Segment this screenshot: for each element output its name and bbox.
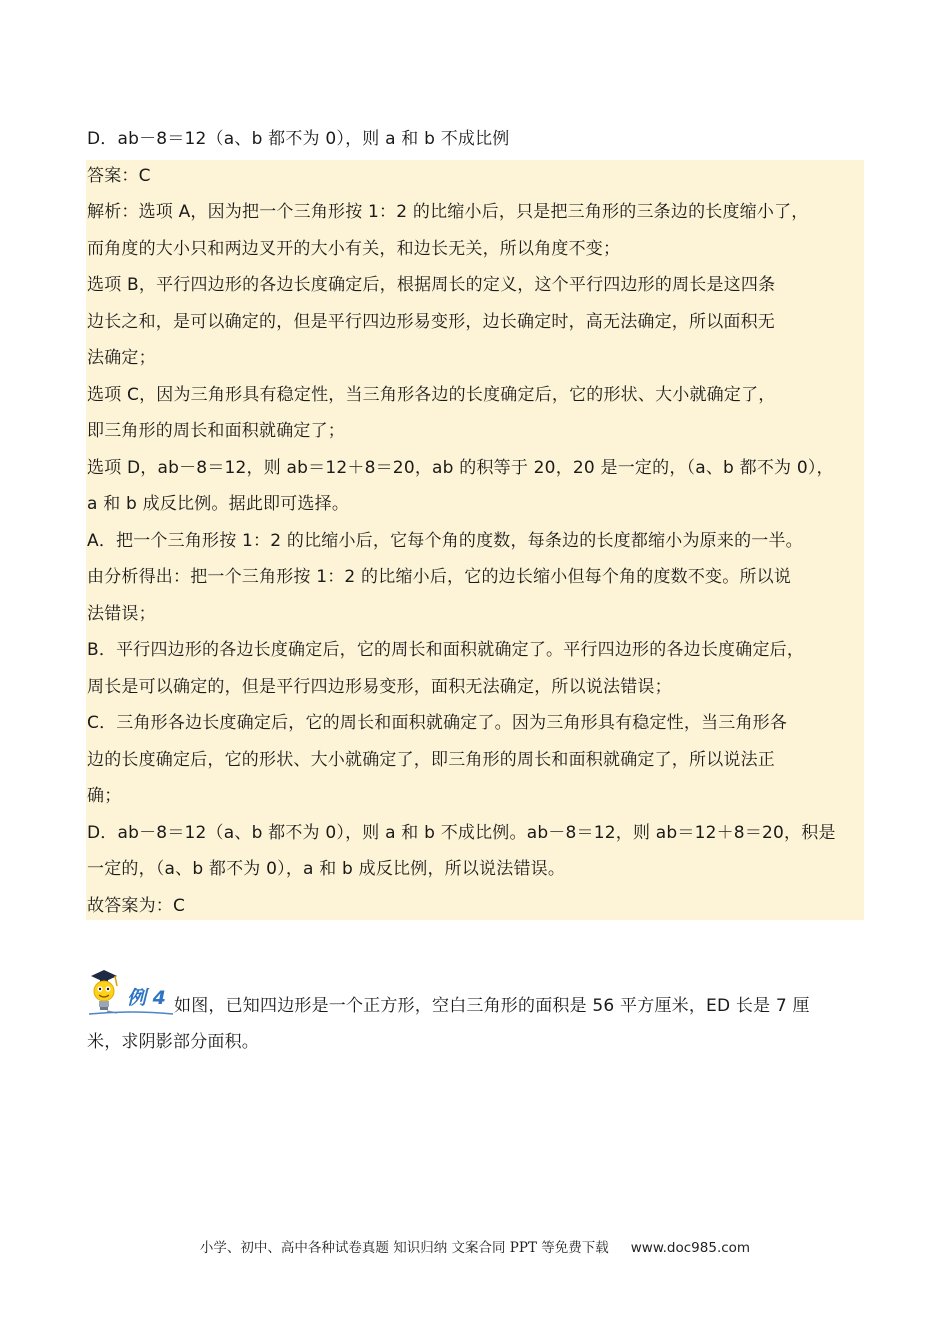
answer-label: 答案：C [87,166,151,186]
analysis-line: 选项 C，因为三角形具有稳定性，当三角形各边的长度确定后，它的形状、大小就确定了， [87,385,776,405]
example-question-line-2: 米，求阴影部分面积。 [87,1032,259,1052]
analysis-line: 一定的，（a、b 都不为 0），a 和 b 成反比例，所以说法错误。 [87,859,566,879]
analysis-line: 法确定； [87,348,156,368]
analysis-line: 周长是可以确定的，但是平行四边形易变形，面积无法确定，所以说法错误； [87,677,672,697]
analysis-line: C．三角形各边长度确定后，它的周长和面积就确定了。因为三角形具有稳定性，当三角形各 [87,713,788,733]
footer-url[interactable]: www.doc985.com [630,1240,751,1256]
analysis-line: 确； [87,786,122,806]
footer-text: 小学、初中、高中各种试卷真题 知识归纳 文案合同 PPT 等免费下载 [199,1240,609,1256]
example-question-line-1: 如图，已知四边形是一个正方形，空白三角形的面积是 56 平方厘米，ED 长是 7 厘 [174,996,810,1016]
analysis-line: 解析：选项 A，因为把一个三角形按 1：2 的比缩小后，只是把三角形的三条边的长度缩小了， [87,202,809,222]
scholar-lightbulb-icon [87,964,175,1018]
analysis-line: 选项 B，平行四边形的各边长度确定后，根据周长的定义，这个平行四边形的周长是这四条 [87,275,776,295]
option-d-line: D．ab－8＝12（a、b 都不为 0），则 a 和 b 不成比例 [87,129,510,149]
footer [0,1236,950,1256]
analysis-line: 选项 D，ab－8＝12，则 ab＝12＋8＝20，ab 的积等于 20，20 是一定的，（a、b 都不为 0）， [87,458,834,478]
analysis-line: A．把一个三角形按 1：2 的比缩小后，它每个角的度数，每条边的长度都缩小为原来的一半。 [87,531,803,551]
analysis-line: 而角度的大小只和两边叉开的大小有关，和边长无关，所以角度不变； [87,239,621,259]
analysis-line: B．平行四边形的各边长度确定后，它的周长和面积就确定了。平行四边形的各边长度确定后， [87,640,805,660]
analysis-line: 由分析得出：把一个三角形按 1：2 的比缩小后，它的边长缩小但每个角的度数不变。所以说 [87,567,792,587]
example-badge-label: 例 4 [127,987,166,1009]
final-answer: 故答案为：C [87,896,186,916]
analysis-line: 即三角形的周长和面积就确定了； [87,421,345,441]
analysis-line: a 和 b 成反比例。据此即可选择。 [87,494,350,514]
analysis-line: D．ab－8＝12（a、b 都不为 0），则 a 和 b 不成比例。ab－8＝12，则 ab＝12＋8＝20，积是 [87,823,836,843]
analysis-line: 边长之和，是可以确定的，但是平行四边形易变形，边长确定时，高无法确定，所以面积无 [87,312,775,332]
analysis-line: 边的长度确定后，它的形状、大小就确定了，即三角形的周长和面积就确定了，所以说法正 [87,750,775,770]
analysis-line: 法错误； [87,604,156,624]
